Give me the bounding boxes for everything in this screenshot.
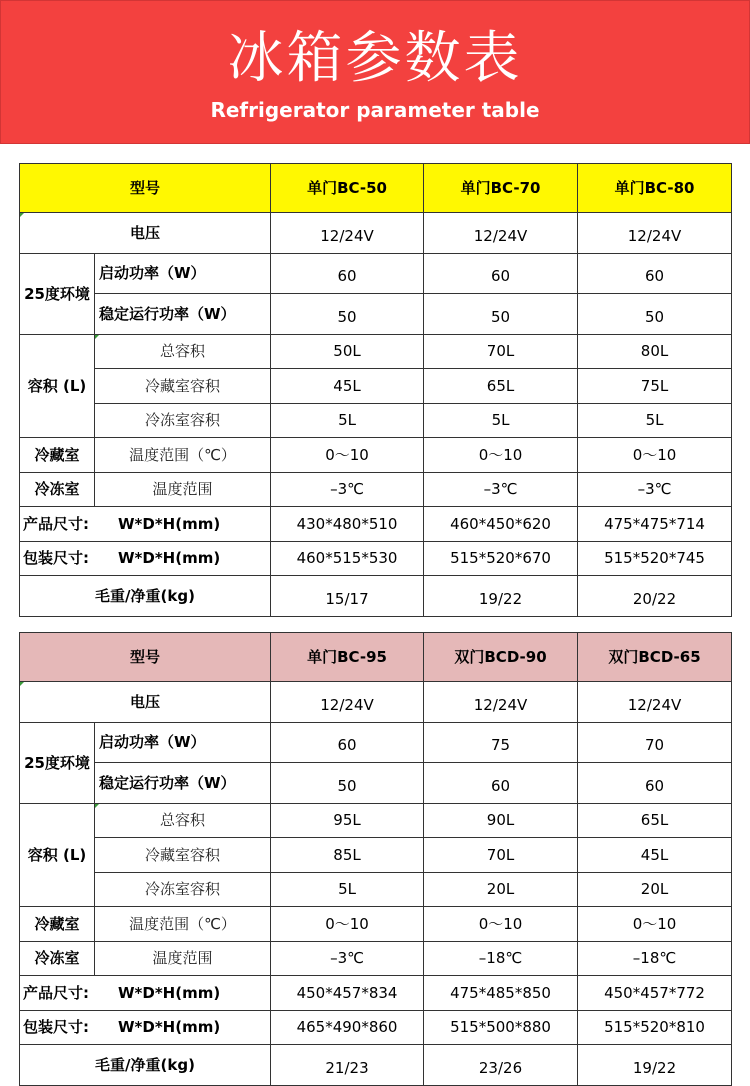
value-fridge-cap: 65L (424, 369, 578, 404)
model-name: 单门BC-70 (424, 164, 578, 213)
table-header-row (20, 164, 732, 213)
table-row (20, 682, 732, 723)
value-fridge-cap: 75L (578, 369, 732, 404)
value-freezer-cap: 5L (271, 403, 424, 438)
freezer-capacity-label: 冷冻室容积 (95, 872, 271, 907)
value-freezer-cap: 5L (424, 403, 578, 438)
value-fridge-temp: 0～10 (424, 438, 578, 473)
table-row (20, 403, 732, 438)
table-row (20, 722, 732, 763)
value-freezer-temp: –18℃ (578, 941, 732, 976)
table-row (20, 472, 732, 507)
value-product-size: 475*485*850 (424, 976, 578, 1011)
table-row (20, 253, 732, 294)
table-row (20, 803, 732, 838)
table-row (20, 576, 732, 617)
fridge-capacity-label: 冷藏室容积 (95, 369, 271, 404)
value-rated-power: 50 (578, 294, 732, 335)
value-freezer-temp: –3℃ (424, 472, 578, 507)
table-row (20, 507, 732, 542)
table-row (20, 1045, 732, 1086)
value-rated-power: 50 (424, 294, 578, 335)
rated-power-label: 稳定运行功率（W） (95, 294, 271, 335)
value-fridge-temp: 0～10 (271, 438, 424, 473)
product-size-label: 产品尺寸: W*D*H(mm) (20, 976, 271, 1011)
weight-label: 毛重/净重(kg) (20, 1045, 271, 1086)
value-package-size: 515*500*880 (424, 1010, 578, 1045)
voltage-label: 电压 (20, 213, 271, 254)
value-start-power: 60 (271, 722, 424, 763)
value-total: 90L (424, 803, 578, 838)
value-product-size: 475*475*714 (578, 507, 732, 542)
value-weight: 15/17 (271, 576, 424, 617)
value-freezer-temp: –3℃ (271, 941, 424, 976)
value-product-size: 450*457*772 (578, 976, 732, 1011)
value-fridge-cap: 45L (578, 838, 732, 873)
model-name: 单门BC-80 (578, 164, 732, 213)
value-rated-power: 50 (271, 763, 424, 804)
model-label: 型号 (20, 633, 271, 682)
table-row (20, 294, 732, 335)
table-row (20, 763, 732, 804)
value-fridge-cap: 70L (424, 838, 578, 873)
value-product-size: 450*457*834 (271, 976, 424, 1011)
value-voltage: 12/24V (271, 213, 424, 254)
value-start-power: 60 (271, 253, 424, 294)
table-row (20, 213, 732, 254)
value-package-size: 460*515*530 (271, 541, 424, 576)
table-row (20, 334, 732, 369)
value-voltage: 12/24V (578, 682, 732, 723)
value-total: 70L (424, 334, 578, 369)
value-weight: 23/26 (424, 1045, 578, 1086)
total-capacity-label: 总容积 (95, 334, 271, 369)
model-name: 单门BC-95 (271, 633, 424, 682)
table-row (20, 872, 732, 907)
freezer-label: 冷冻室 (20, 941, 95, 976)
value-fridge-temp: 0～10 (578, 438, 732, 473)
start-power-label: 启动功率（W） (95, 722, 271, 763)
value-total: 65L (578, 803, 732, 838)
model-name: 双门BCD-90 (424, 633, 578, 682)
value-start-power: 75 (424, 722, 578, 763)
value-package-size: 465*490*860 (271, 1010, 424, 1045)
table-row (20, 369, 732, 404)
total-capacity-label: 总容积 (95, 803, 271, 838)
rated-power-label: 稳定运行功率（W） (95, 763, 271, 804)
capacity-label: 容积 (L) (20, 803, 95, 907)
weight-label: 毛重/净重(kg) (20, 576, 271, 617)
value-fridge-temp: 0～10 (578, 907, 732, 942)
table-row (20, 438, 732, 473)
fridge-label: 冷藏室 (20, 907, 95, 942)
package-size-label: 包装尺寸: W*D*H(mm) (20, 541, 271, 576)
value-weight: 21/23 (271, 1045, 424, 1086)
value-fridge-temp: 0～10 (271, 907, 424, 942)
value-start-power: 60 (578, 253, 732, 294)
table-row (20, 976, 732, 1011)
value-rated-power: 60 (424, 763, 578, 804)
model-name: 双门BCD-65 (578, 633, 732, 682)
fridge-temp-label: 温度范围（℃） (95, 907, 271, 942)
value-freezer-cap: 5L (271, 872, 424, 907)
value-freezer-temp: –3℃ (271, 472, 424, 507)
value-start-power: 70 (578, 722, 732, 763)
value-freezer-temp: –18℃ (424, 941, 578, 976)
page-subtitle: Refrigerator parameter table (210, 98, 540, 122)
freezer-label: 冷冻室 (20, 472, 95, 507)
value-weight: 20/22 (578, 576, 732, 617)
environment-label: 25度环境 (20, 722, 95, 803)
value-product-size: 460*450*620 (424, 507, 578, 542)
page-title: 冰箱参数表 (227, 26, 523, 91)
title-banner (0, 0, 750, 144)
value-total: 50L (271, 334, 424, 369)
capacity-label: 容积 (L) (20, 334, 95, 438)
table-row (20, 838, 732, 873)
value-voltage: 12/24V (424, 213, 578, 254)
table-header-row (20, 633, 732, 682)
parameter-table-1 (19, 163, 732, 617)
value-weight: 19/22 (578, 1045, 732, 1086)
model-name: 单门BC-50 (271, 164, 424, 213)
value-fridge-cap: 85L (271, 838, 424, 873)
value-package-size: 515*520*670 (424, 541, 578, 576)
parameter-table-2 (19, 632, 732, 1086)
fridge-capacity-label: 冷藏室容积 (95, 838, 271, 873)
value-rated-power: 60 (578, 763, 732, 804)
freezer-temp-label: 温度范围 (95, 941, 271, 976)
value-rated-power: 50 (271, 294, 424, 335)
value-freezer-cap: 20L (424, 872, 578, 907)
value-total: 80L (578, 334, 732, 369)
value-fridge-temp: 0～10 (424, 907, 578, 942)
table-row (20, 907, 732, 942)
table-row (20, 1010, 732, 1045)
table-row (20, 941, 732, 976)
start-power-label: 启动功率（W） (95, 253, 271, 294)
environment-label: 25度环境 (20, 253, 95, 334)
value-freezer-cap: 20L (578, 872, 732, 907)
value-weight: 19/22 (424, 576, 578, 617)
value-package-size: 515*520*810 (578, 1010, 732, 1045)
value-start-power: 60 (424, 253, 578, 294)
fridge-temp-label: 温度范围（℃） (95, 438, 271, 473)
value-fridge-cap: 45L (271, 369, 424, 404)
value-product-size: 430*480*510 (271, 507, 424, 542)
model-label: 型号 (20, 164, 271, 213)
value-voltage: 12/24V (271, 682, 424, 723)
value-freezer-temp: –3℃ (578, 472, 732, 507)
value-freezer-cap: 5L (578, 403, 732, 438)
voltage-label: 电压 (20, 682, 271, 723)
table-row (20, 541, 732, 576)
freezer-temp-label: 温度范围 (95, 472, 271, 507)
value-total: 95L (271, 803, 424, 838)
value-voltage: 12/24V (424, 682, 578, 723)
value-package-size: 515*520*745 (578, 541, 732, 576)
value-voltage: 12/24V (578, 213, 732, 254)
fridge-label: 冷藏室 (20, 438, 95, 473)
package-size-label: 包装尺寸: W*D*H(mm) (20, 1010, 271, 1045)
freezer-capacity-label: 冷冻室容积 (95, 403, 271, 438)
product-size-label: 产品尺寸: W*D*H(mm) (20, 507, 271, 542)
